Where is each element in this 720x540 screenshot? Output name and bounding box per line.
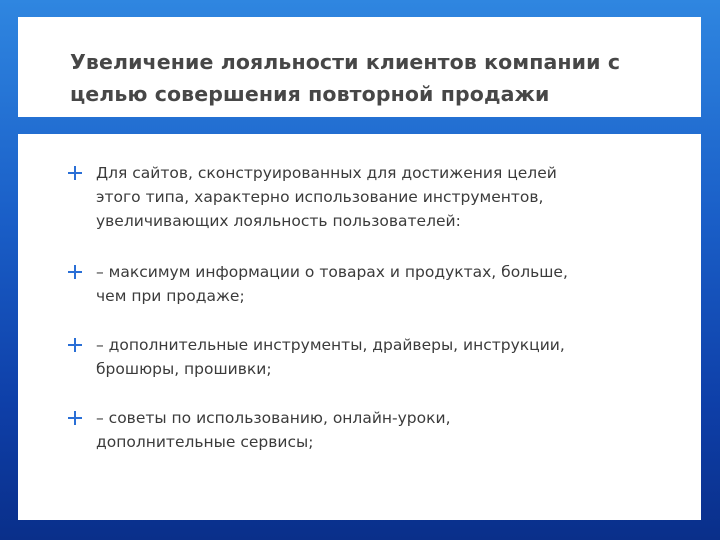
title-panel — [18, 17, 701, 117]
plus-icon — [68, 411, 82, 425]
plus-icon — [68, 338, 82, 352]
bullet-line: – дополнительные инструменты, драйверы, инструкции, — [96, 336, 565, 354]
bullet-line: брошюры, прошивки; — [96, 360, 272, 378]
bullet-line: этого типа, характерно использование инструментов, — [96, 188, 544, 206]
bullet-text — [96, 260, 676, 308]
bullet-line: – максимум информации о товарах и продуктах, больше, — [96, 263, 568, 281]
slide-title-line-2: целью совершения повторной продажи — [70, 82, 550, 106]
slide-title-line-1: Увеличение лояльности клиентов компании с — [70, 50, 621, 74]
bullet-line: чем при продаже; — [96, 287, 245, 305]
bullet-text — [96, 161, 676, 233]
bullet-text — [96, 333, 676, 381]
bullet-text — [96, 406, 676, 454]
content-panel — [18, 134, 701, 520]
bullet-line: Для сайтов, сконструированных для достижения целей — [96, 164, 557, 182]
plus-icon — [68, 166, 82, 180]
plus-icon — [68, 265, 82, 279]
bullet-line: дополнительные сервисы; — [96, 433, 314, 451]
bullet-line: – советы по использованию, онлайн-уроки, — [96, 409, 451, 427]
bullet-line: увеличивающих лояльность пользователей: — [96, 212, 461, 230]
